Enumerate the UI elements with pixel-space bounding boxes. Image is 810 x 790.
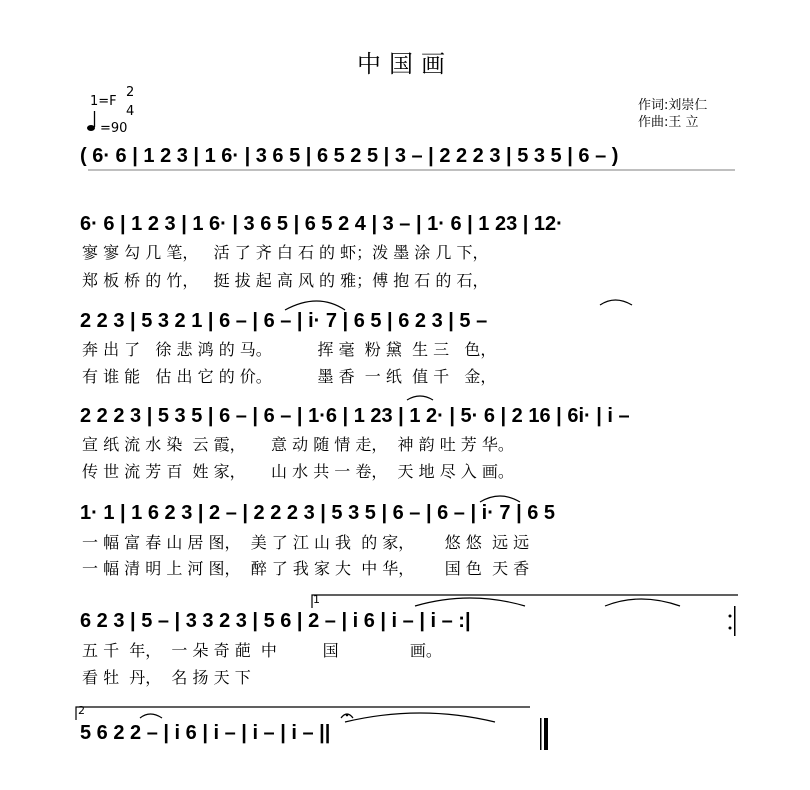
tempo-marking: =90 xyxy=(100,121,128,136)
page-title: 中国画 xyxy=(357,50,453,78)
lyric-verse-2-line-6: 看 牡 丹， 名 扬 天 下 xyxy=(82,668,251,687)
notation-line-7: 5 6 2 2 – | i 6 | i – | i – | i – || xyxy=(80,722,331,744)
time-signature-numerator: 2 xyxy=(126,85,135,100)
lyric-verse-1-line-3: 奔 出 了 徐 悲 鸿 的 马。 挥 毫 粉 黛 生 三 色， xyxy=(82,340,497,359)
lyric-verse-2-line-5: 一 幅 清 明 上 河 图， 醉 了 我 家 大 中 华， 国 色 天 香 xyxy=(82,559,530,578)
lyric-verse-1-line-4: 宣 纸 流 水 染 云 霞， 意 动 随 情 走， 神 韵 吐 芳 华。 xyxy=(82,435,514,454)
lyricist-credit: 作词:刘崇仁 xyxy=(638,98,708,113)
fermata-dot xyxy=(346,714,349,717)
final-bar-thick xyxy=(544,718,548,750)
tie-slur xyxy=(285,301,345,310)
notation-line-5: 1· 1 | 1 6 2 3 | 2 – | 2 2 2 3 | 5 3 5 | 6 – | 6 – | i· 7 | 6 5 xyxy=(80,502,556,524)
tie-slur xyxy=(600,300,632,305)
tie-slur xyxy=(480,496,520,502)
tie-slur xyxy=(140,714,162,718)
notation-line-2: 6· 6 | 1 2 3 | 1 6· | 3 6 5 | 6 5 2 4 | 3 – | 1· 6 | 1 23 | 12· xyxy=(80,213,563,235)
final-bar-thin xyxy=(540,718,542,750)
composer-credit: 作曲:王 立 xyxy=(638,115,699,130)
lyric-verse-2-line-4: 传 世 流 芳 百 姓 家， 山 水 共 一 卷， 天 地 尽 入 画。 xyxy=(82,462,514,481)
tie-slur xyxy=(407,396,433,400)
tie-slur xyxy=(415,598,525,606)
lyric-verse-2-line-3: 有 谁 能 估 出 它 的 价。 墨 香 一 纸 值 千 金， xyxy=(82,367,497,386)
tie-slur xyxy=(345,713,495,722)
lyric-verse-1-line-6: 五 千 年， 一 朵 奇 葩 中 国 画。 xyxy=(82,641,442,660)
notation-line-1: ( 6· 6 | 1 2 3 | 1 6· | 3 6 5 | 6 5 2 5 | 3 – | 2 2 2 3 | 5 3 5 | 6 – ) xyxy=(80,145,619,167)
lyric-verse-1-line-5: 一 幅 富 春 山 居 图， 美 了 江 山 我 的 家， 悠 悠 远 远 xyxy=(82,533,530,552)
key-signature: 1=F xyxy=(90,94,117,109)
notation-line-4: 2 2 2 3 | 5 3 5 | 6 – | 6 – | 1·6 | 1 23 | 1 2· | 5· 6 | 2 16 | 6i· | i – xyxy=(80,405,630,427)
tie-slur xyxy=(605,599,680,606)
lyric-verse-2-line-2: 郑 板 桥 的 竹， 挺 拔 起 高 风 的 雅；傅 抱 石 的 石， xyxy=(82,271,489,290)
notation-line-3: 2 2 3 | 5 3 2 1 | 6 – | 6 – | i· 7 | 6 5 | 6 2 3 | 5 – xyxy=(80,310,488,332)
repeat-bar xyxy=(734,606,736,636)
first-ending-number: 1 xyxy=(313,593,320,606)
second-ending-bracket xyxy=(76,707,530,720)
time-signature-denominator: 4 xyxy=(126,104,135,119)
repeat-dot xyxy=(729,627,732,630)
second-ending-number: 2 xyxy=(78,704,85,717)
first-ending-bracket xyxy=(312,595,738,608)
lyric-verse-1-line-2: 寥 寥 勾 几 笔， 活 了 齐 白 石 的 虾；泼 墨 涂 几 下， xyxy=(82,243,489,262)
repeat-dot xyxy=(729,615,732,618)
notation-line-6: 6 2 3 | 5 – | 3 3 2 3 | 5 6 | 2 – | i 6 | i – | i – :| xyxy=(80,610,471,632)
